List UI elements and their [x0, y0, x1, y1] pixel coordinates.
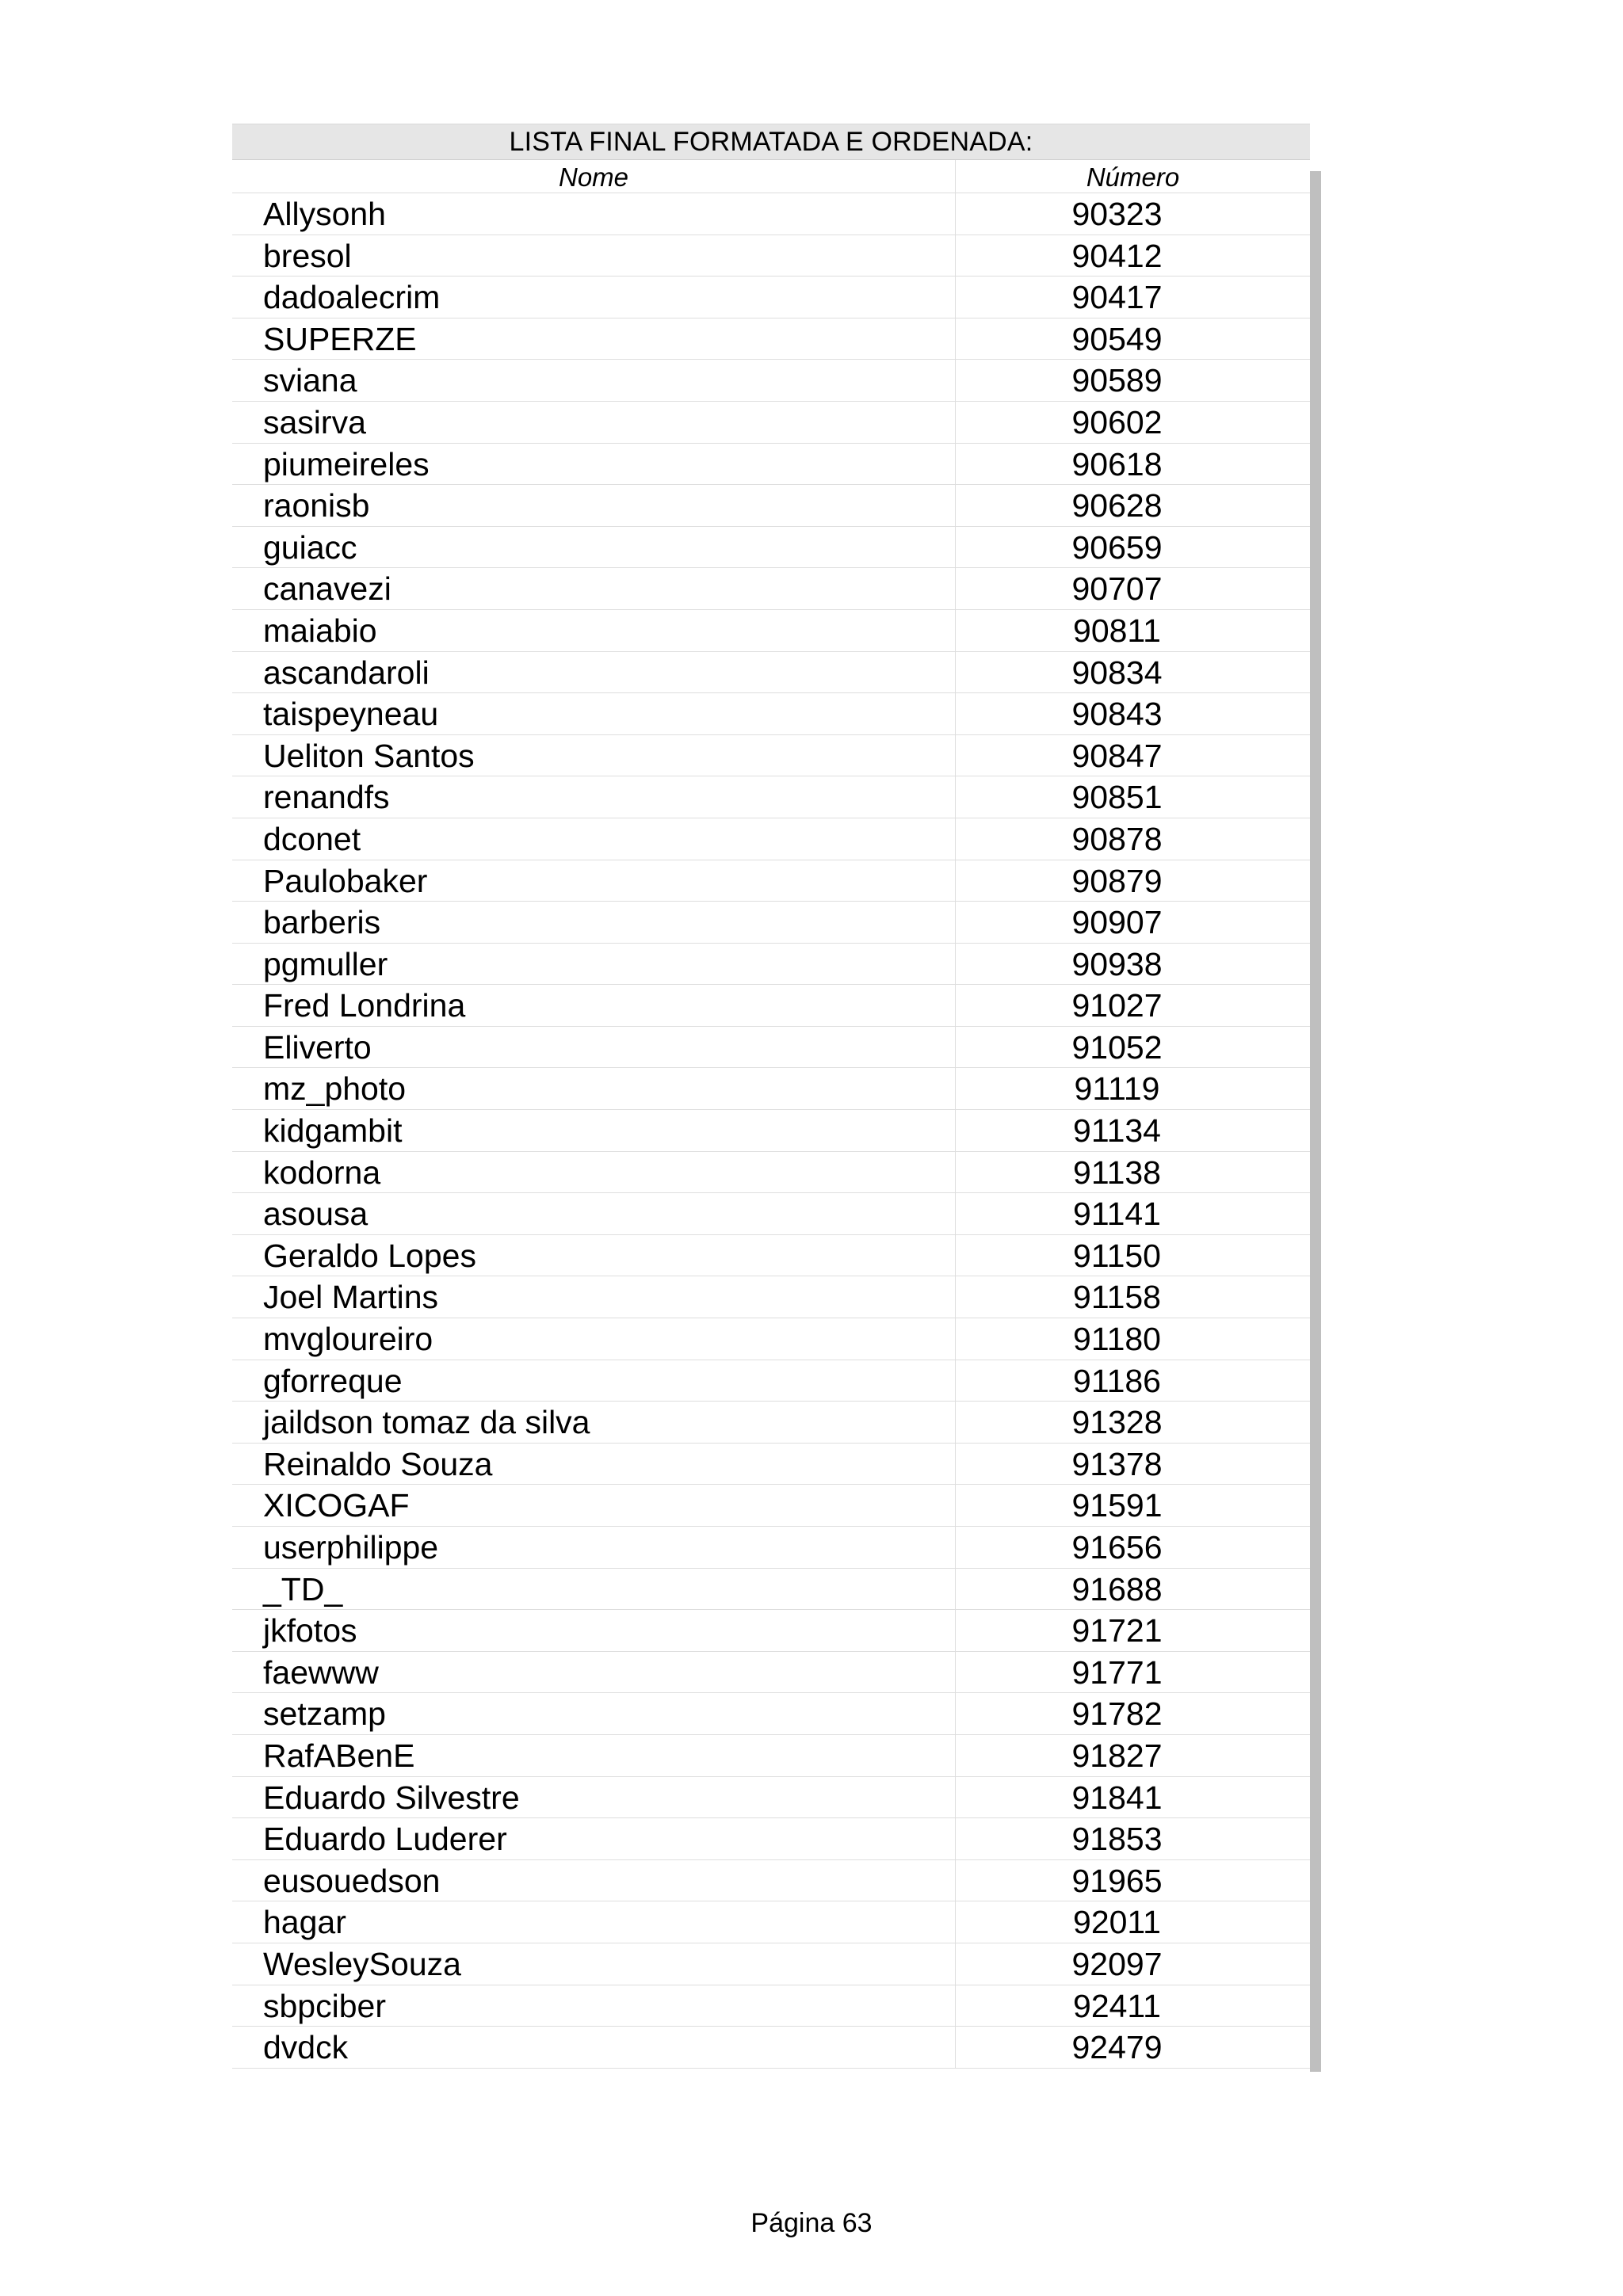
- table-row: [232, 1735, 1310, 1777]
- table-row: [232, 1402, 1310, 1444]
- column-header-number: Número: [1086, 162, 1180, 192]
- cell-name: sviana: [232, 360, 956, 401]
- table-row: [232, 485, 1310, 527]
- cell-name: sbpciber: [232, 1985, 956, 2027]
- table-row: [232, 1110, 1310, 1152]
- cell-number: 91027: [1071, 987, 1163, 1024]
- table-row: [232, 735, 1310, 777]
- cell-name: dadoalecrim: [232, 277, 956, 318]
- cell-number: 91721: [1071, 1612, 1163, 1650]
- cell-name: canavezi: [232, 568, 956, 609]
- table-row: [232, 1818, 1310, 1860]
- cell-number: 91180: [1073, 1321, 1161, 1358]
- cell-number: 91158: [1073, 1279, 1161, 1316]
- table-row: [232, 568, 1310, 610]
- cell-number: 91119: [1074, 1070, 1160, 1108]
- cell-name: Eduardo Silvestre: [232, 1777, 956, 1818]
- cell-name: Paulobaker: [232, 860, 956, 902]
- table-row: [232, 1276, 1310, 1318]
- cell-name: kodorna: [232, 1152, 956, 1193]
- table-row: [232, 860, 1310, 902]
- cell-name: mvgloureiro: [232, 1318, 956, 1360]
- cell-name: bresol: [232, 235, 956, 277]
- cell-name: dvdck: [232, 2027, 956, 2068]
- cell-name: Fred Londrina: [232, 985, 956, 1026]
- cell-number: 91965: [1071, 1862, 1163, 1899]
- table-row: [232, 693, 1310, 735]
- cell-name: Allysonh: [232, 193, 956, 235]
- cell-number: 90811: [1073, 612, 1161, 649]
- cell-name: raonisb: [232, 485, 956, 526]
- cell-number: 92479: [1071, 2029, 1163, 2066]
- cell-number: 91052: [1071, 1028, 1163, 1066]
- cell-number: 90628: [1071, 487, 1163, 524]
- table-row: [232, 1610, 1310, 1652]
- table-row: [232, 1527, 1310, 1569]
- cell-number: 91827: [1071, 1737, 1163, 1774]
- table-body: [232, 193, 1310, 2069]
- table-header: [232, 160, 1310, 193]
- cell-name: setzamp: [232, 1693, 956, 1734]
- cell-name: _TD_: [232, 1569, 956, 1610]
- cell-number: 90618: [1071, 445, 1163, 482]
- table-row: [232, 776, 1310, 818]
- cell-name: barberis: [232, 902, 956, 943]
- cell-number: 90879: [1071, 862, 1163, 899]
- cell-number: 90412: [1071, 237, 1163, 274]
- table-row: [232, 360, 1310, 402]
- cell-name: jkfotos: [232, 1610, 956, 1651]
- table-row: [232, 1693, 1310, 1735]
- cell-number: 91841: [1071, 1779, 1163, 1816]
- cell-name: piumeireles: [232, 444, 956, 485]
- cell-number: 90847: [1071, 737, 1163, 774]
- table-row: [232, 1360, 1310, 1402]
- cell-name: Geraldo Lopes: [232, 1235, 956, 1276]
- cell-name: maiabio: [232, 610, 956, 651]
- table-row: [232, 1860, 1310, 1902]
- cell-name: eusouedson: [232, 1860, 956, 1901]
- table-row: [232, 1193, 1310, 1235]
- table-row: [232, 1152, 1310, 1194]
- cell-number: 91853: [1071, 1821, 1163, 1858]
- cell-name: faewww: [232, 1652, 956, 1693]
- cell-number: 91134: [1073, 1112, 1161, 1150]
- table-row: [232, 1569, 1310, 1611]
- cell-name: mz_photo: [232, 1068, 956, 1109]
- cell-number: 90417: [1071, 279, 1163, 316]
- table-row: [232, 444, 1310, 486]
- table-row: [232, 1985, 1310, 2027]
- cell-number: 90878: [1071, 820, 1163, 857]
- cell-number: 91378: [1071, 1445, 1163, 1482]
- cell-number: 91186: [1073, 1362, 1161, 1399]
- table-title: LISTA FINAL FORMATADA E ORDENADA:: [232, 124, 1310, 160]
- cell-name: Eliverto: [232, 1027, 956, 1068]
- column-header-name: Nome: [232, 160, 956, 193]
- table-row: [232, 902, 1310, 944]
- cell-number: 90549: [1071, 320, 1163, 357]
- cell-name: Eduardo Luderer: [232, 1818, 956, 1859]
- table-shadow: [1310, 171, 1321, 2072]
- cell-name: sasirva: [232, 402, 956, 443]
- cell-name: SUPERZE: [232, 318, 956, 360]
- cell-name: userphilippe: [232, 1527, 956, 1568]
- cell-name: Joel Martins: [232, 1276, 956, 1318]
- cell-number: 91141: [1073, 1196, 1161, 1233]
- cell-name: XICOGAF: [232, 1485, 956, 1526]
- cell-name: RafABenE: [232, 1735, 956, 1776]
- cell-number: 90707: [1071, 570, 1163, 608]
- cell-number: 90843: [1071, 696, 1163, 733]
- cell-name: kidgambit: [232, 1110, 956, 1151]
- ranking-table: [232, 124, 1310, 2069]
- cell-name: dconet: [232, 818, 956, 860]
- table-row: [232, 1901, 1310, 1943]
- cell-number: 90907: [1071, 904, 1163, 941]
- cell-name: taispeyneau: [232, 693, 956, 734]
- cell-number: 90589: [1071, 362, 1163, 399]
- table-row: [232, 985, 1310, 1027]
- cell-name: Reinaldo Souza: [232, 1444, 956, 1485]
- table-row: [232, 818, 1310, 860]
- cell-number: 91688: [1071, 1570, 1163, 1608]
- cell-number: 91782: [1071, 1695, 1163, 1733]
- table-row: [232, 1027, 1310, 1069]
- table-row: [232, 1943, 1310, 1985]
- cell-number: 92097: [1071, 1945, 1163, 1982]
- cell-number: 91656: [1071, 1529, 1163, 1566]
- cell-name: hagar: [232, 1901, 956, 1943]
- cell-name: ascandaroli: [232, 652, 956, 693]
- cell-number: 90602: [1071, 403, 1163, 441]
- table-row: [232, 1485, 1310, 1527]
- cell-number: 90834: [1071, 654, 1163, 691]
- table-row: [232, 402, 1310, 444]
- table-row: [232, 193, 1310, 235]
- cell-name: WesleySouza: [232, 1943, 956, 1985]
- cell-name: Ueliton Santos: [232, 735, 956, 776]
- cell-number: 90938: [1071, 945, 1163, 982]
- table-row: [232, 652, 1310, 694]
- table-row: [232, 1235, 1310, 1277]
- cell-number: 90659: [1071, 528, 1163, 566]
- cell-number: 90323: [1071, 196, 1163, 232]
- table-row: [232, 1444, 1310, 1486]
- table-row: [232, 1777, 1310, 1819]
- cell-name: pgmuller: [232, 944, 956, 985]
- table-row: [232, 610, 1310, 652]
- table-row: [232, 944, 1310, 986]
- table-row: [232, 2027, 1310, 2069]
- cell-name: asousa: [232, 1193, 956, 1234]
- table-row: [232, 1652, 1310, 1694]
- cell-number: 92411: [1073, 1987, 1161, 2024]
- table-row: [232, 235, 1310, 277]
- cell-number: 92011: [1073, 1904, 1161, 1941]
- cell-number: 91591: [1071, 1487, 1163, 1524]
- cell-number: 91328: [1071, 1404, 1163, 1441]
- table-row: [232, 277, 1310, 318]
- cell-number: 90851: [1071, 779, 1163, 816]
- cell-name: gforreque: [232, 1360, 956, 1402]
- cell-name: jaildson tomaz da silva: [232, 1402, 956, 1443]
- cell-number: 91138: [1073, 1154, 1161, 1191]
- table-row: [232, 1068, 1310, 1110]
- table-row: [232, 1318, 1310, 1360]
- cell-number: 91150: [1073, 1237, 1161, 1274]
- table-row: [232, 527, 1310, 569]
- table-row: [232, 318, 1310, 360]
- cell-number: 91771: [1071, 1653, 1163, 1691]
- cell-name: renandfs: [232, 776, 956, 818]
- page-number: Página 63: [750, 2208, 873, 2238]
- cell-name: guiacc: [232, 527, 956, 568]
